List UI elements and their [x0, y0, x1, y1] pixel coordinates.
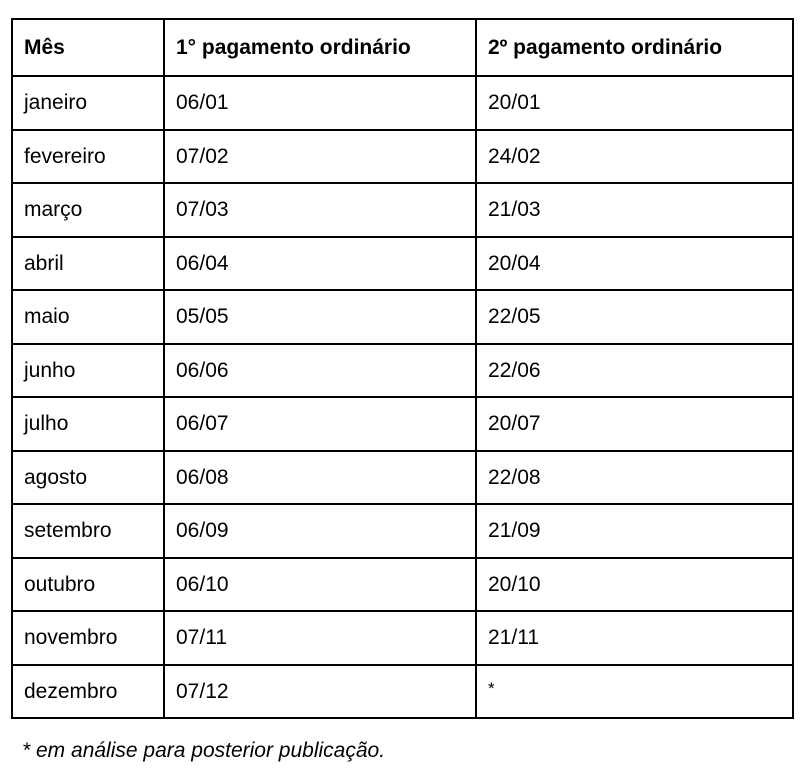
payment-schedule-table-container — [11, 18, 792, 719]
cell-first-payment: 06/10 — [164, 558, 476, 612]
cell-month: janeiro — [12, 76, 164, 130]
table-row — [12, 558, 793, 612]
table-row — [12, 397, 793, 451]
header-month: Mês — [12, 19, 164, 76]
cell-month: maio — [12, 290, 164, 344]
footnote: * em análise para posterior publicação. — [22, 739, 386, 762]
cell-first-payment: 06/01 — [164, 76, 476, 130]
table-header-row — [12, 19, 793, 76]
cell-month: outubro — [12, 558, 164, 612]
cell-first-payment: 05/05 — [164, 290, 476, 344]
table-row — [12, 290, 793, 344]
header-first-payment: 1° pagamento ordinário — [164, 19, 476, 76]
cell-first-payment: 07/11 — [164, 611, 476, 665]
cell-second-payment: 20/01 — [476, 76, 793, 130]
cell-second-payment: 20/07 — [476, 397, 793, 451]
cell-second-payment: 21/03 — [476, 183, 793, 237]
cell-first-payment: 06/06 — [164, 344, 476, 398]
cell-month: junho — [12, 344, 164, 398]
cell-first-payment: 07/12 — [164, 665, 476, 719]
table-row — [12, 665, 793, 719]
cell-second-payment: 21/11 — [476, 611, 793, 665]
cell-second-payment: 22/06 — [476, 344, 793, 398]
cell-second-payment: 20/04 — [476, 237, 793, 291]
cell-month: novembro — [12, 611, 164, 665]
cell-month: dezembro — [12, 665, 164, 719]
cell-month: setembro — [12, 504, 164, 558]
cell-second-payment-pending: * — [476, 665, 793, 719]
cell-month: abril — [12, 237, 164, 291]
header-second-payment: 2º pagamento ordinário — [476, 19, 793, 76]
cell-first-payment: 07/02 — [164, 130, 476, 184]
cell-second-payment: 22/08 — [476, 451, 793, 505]
cell-month: fevereiro — [12, 130, 164, 184]
table-row — [12, 237, 793, 291]
payment-schedule-table — [11, 18, 794, 719]
cell-second-payment: 20/10 — [476, 558, 793, 612]
cell-first-payment: 06/08 — [164, 451, 476, 505]
cell-second-payment: 21/09 — [476, 504, 793, 558]
cell-second-payment: 22/05 — [476, 290, 793, 344]
cell-first-payment: 06/04 — [164, 237, 476, 291]
cell-second-payment: 24/02 — [476, 130, 793, 184]
cell-month: julho — [12, 397, 164, 451]
table-row — [12, 504, 793, 558]
table-row — [12, 130, 793, 184]
table-row — [12, 76, 793, 130]
table-row — [12, 344, 793, 398]
table-row — [12, 451, 793, 505]
table-row — [12, 183, 793, 237]
cell-month: agosto — [12, 451, 164, 505]
table-row — [12, 611, 793, 665]
cell-first-payment: 06/09 — [164, 504, 476, 558]
cell-month: março — [12, 183, 164, 237]
cell-first-payment: 06/07 — [164, 397, 476, 451]
cell-first-payment: 07/03 — [164, 183, 476, 237]
